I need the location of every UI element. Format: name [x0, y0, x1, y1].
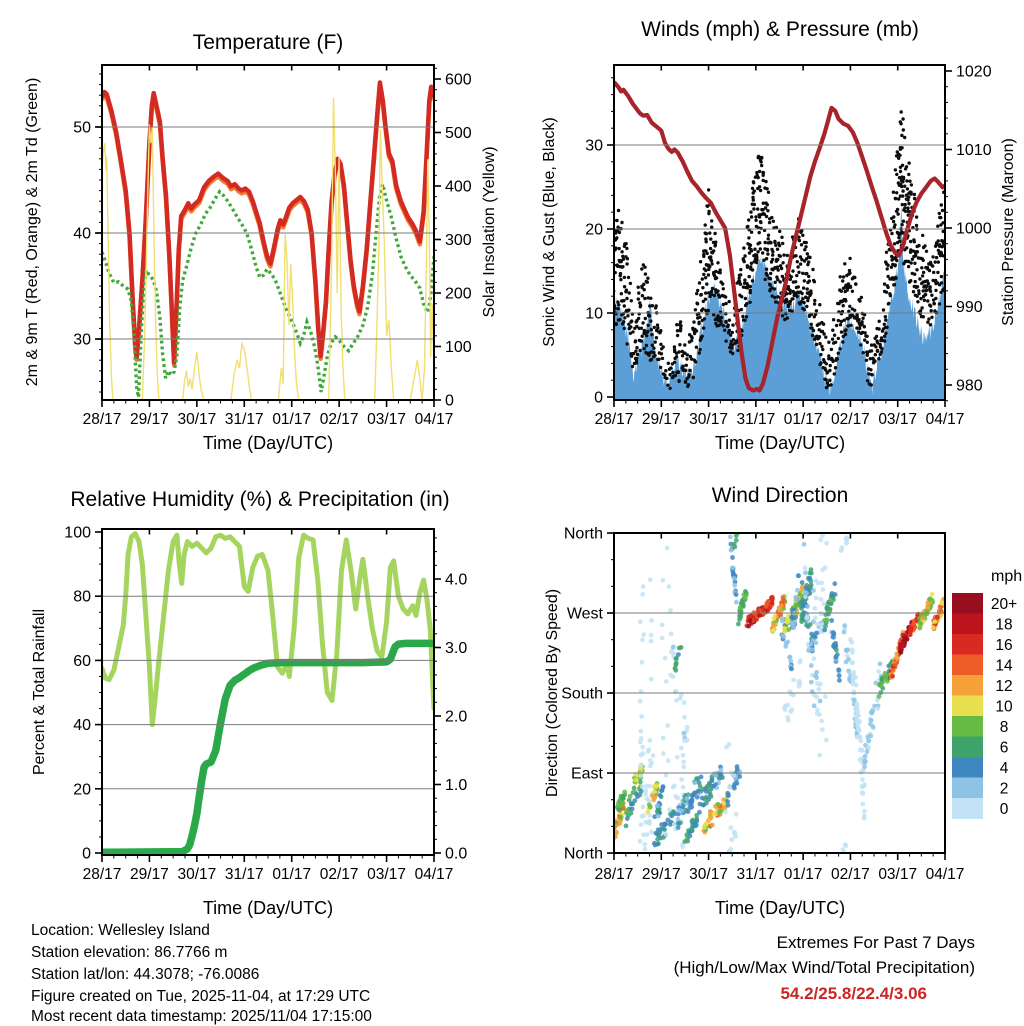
station-latlon: Station lat/lon: 44.3078; -76.0086 — [31, 966, 260, 983]
svg-text:28/17: 28/17 — [594, 866, 634, 883]
svg-text:30/17: 30/17 — [177, 866, 217, 883]
svg-text:0: 0 — [82, 845, 91, 863]
svg-text:80: 80 — [73, 588, 91, 606]
svg-text:14: 14 — [995, 657, 1013, 675]
svg-text:4.0: 4.0 — [445, 571, 468, 589]
figure-created-timestamp: Figure created on Tue, 2025-11-04, at 17:29 UTC — [31, 988, 371, 1005]
winds-pressure-chart — [612, 82, 947, 399]
svg-text:28/17: 28/17 — [594, 411, 634, 428]
svg-text:2: 2 — [999, 780, 1009, 798]
svg-text:1.0: 1.0 — [445, 777, 468, 794]
svg-text:04/17: 04/17 — [925, 411, 965, 428]
svg-text:1000: 1000 — [956, 220, 992, 238]
svg-text:3.0: 3.0 — [445, 640, 468, 657]
svg-text:01/17: 01/17 — [272, 411, 312, 428]
temperature-chart — [102, 83, 434, 401]
svg-text:18: 18 — [995, 616, 1013, 634]
svg-text:31/17: 31/17 — [224, 866, 264, 883]
station-location: Location: Wellesley Island — [31, 922, 210, 939]
svg-text:30: 30 — [73, 331, 91, 349]
temperature-panel-title: Temperature (F) — [192, 31, 344, 54]
svg-text:02/17: 02/17 — [831, 866, 870, 883]
svg-text:West: West — [566, 605, 603, 623]
svg-text:8: 8 — [999, 718, 1009, 736]
svg-text:300: 300 — [445, 232, 472, 249]
svg-text:0.0: 0.0 — [445, 845, 468, 863]
svg-text:1020: 1020 — [956, 63, 992, 81]
svg-text:100: 100 — [445, 339, 472, 356]
svg-text:04/17: 04/17 — [925, 866, 965, 883]
pressure-right-axis-label: Station Pressure (Maroon) — [1000, 138, 1017, 326]
svg-text:South: South — [561, 685, 603, 703]
svg-text:990: 990 — [956, 299, 983, 316]
svg-text:03/17: 03/17 — [367, 411, 406, 428]
colorbar-unit-label: mph — [991, 568, 1023, 585]
svg-text:29/17: 29/17 — [641, 411, 681, 428]
svg-text:30/17: 30/17 — [689, 411, 728, 428]
svg-text:North: North — [563, 525, 603, 543]
svg-text:400: 400 — [445, 178, 472, 196]
svg-text:02/17: 02/17 — [319, 411, 359, 428]
time-axis-title-rh: Time (Day/UTC) — [202, 898, 334, 918]
svg-text:03/17: 03/17 — [878, 866, 918, 883]
svg-text:03/17: 03/17 — [367, 866, 406, 883]
svg-text:500: 500 — [445, 125, 472, 142]
svg-text:2.0: 2.0 — [445, 708, 468, 726]
svg-text:28/17: 28/17 — [82, 411, 122, 428]
svg-text:29/17: 29/17 — [130, 411, 169, 428]
rh-light-green-series — [102, 534, 434, 725]
svg-text:30/17: 30/17 — [177, 411, 217, 428]
speed-colorbar — [952, 593, 1017, 819]
svg-text:0: 0 — [594, 389, 603, 407]
svg-text:10: 10 — [995, 698, 1013, 716]
svg-text:980: 980 — [956, 377, 983, 395]
svg-text:20: 20 — [73, 781, 91, 799]
svg-text:31/17: 31/17 — [736, 411, 776, 428]
wind-left-axis-label: Sonic Wind & Gust (Blue, Black) — [541, 117, 558, 347]
temp-left-axis-label: 2m & 9m T (Red, Orange) & 2m Td (Green) — [24, 77, 41, 387]
station-elevation: Station elevation: 86.7766 m — [31, 944, 228, 961]
svg-text:03/17: 03/17 — [878, 411, 918, 428]
direction-axis-label: Direction (Colored By Speed) — [544, 588, 561, 798]
humidity-precip-chart — [102, 534, 434, 853]
svg-text:50: 50 — [73, 119, 91, 137]
wind-direction-panel-title: Wind Direction — [711, 484, 849, 507]
svg-text:4: 4 — [999, 759, 1009, 777]
svg-text:12: 12 — [995, 677, 1013, 695]
svg-text:16: 16 — [995, 636, 1013, 654]
svg-text:40: 40 — [73, 225, 91, 243]
svg-text:10: 10 — [585, 305, 603, 323]
time-axis-title-temp: Time (Day/UTC) — [202, 433, 334, 453]
svg-text:02/17: 02/17 — [831, 411, 870, 428]
svg-text:20: 20 — [585, 221, 603, 239]
svg-text:02/17: 02/17 — [319, 866, 359, 883]
time-axis-title-dir: Time (Day/UTC) — [714, 898, 846, 918]
dewpoint-green-series — [102, 184, 434, 397]
svg-text:North: North — [563, 845, 603, 863]
svg-text:01/17: 01/17 — [783, 866, 823, 883]
svg-text:20+: 20+ — [990, 595, 1018, 613]
extremes-values: 54.2/25.8/22.4/3.06 — [780, 984, 927, 1003]
svg-text:40: 40 — [73, 717, 91, 735]
winds-pressure-panel-title: Winds (mph) & Pressure (mb) — [641, 18, 919, 41]
time-axis-title-wind: Time (Day/UTC) — [714, 433, 846, 453]
svg-text:East: East — [570, 765, 603, 783]
svg-text:01/17: 01/17 — [783, 411, 823, 428]
svg-text:28/17: 28/17 — [82, 866, 122, 883]
svg-text:1010: 1010 — [956, 142, 992, 159]
svg-text:04/17: 04/17 — [414, 866, 454, 883]
svg-text:0: 0 — [999, 800, 1009, 818]
svg-text:30: 30 — [585, 137, 603, 155]
svg-text:31/17: 31/17 — [736, 866, 776, 883]
svg-text:29/17: 29/17 — [130, 866, 169, 883]
humidity-precip-panel-title: Relative Humidity (%) & Precipitation (in) — [70, 488, 450, 511]
svg-text:60: 60 — [73, 652, 91, 670]
extremes-title: Extremes For Past 7 Days — [776, 933, 975, 952]
solar-right-axis-label: Solar Insolation (Yellow) — [481, 146, 498, 318]
most-recent-data-timestamp: Most recent data timestamp: 2025/11/04 17:15:00 — [31, 1008, 372, 1025]
svg-text:200: 200 — [445, 285, 472, 303]
svg-text:0: 0 — [445, 392, 454, 410]
svg-text:04/17: 04/17 — [414, 411, 454, 428]
svg-text:600: 600 — [445, 71, 472, 89]
svg-text:29/17: 29/17 — [641, 866, 681, 883]
percent-rainfall-axis-label: Percent & Total Rainfall — [31, 608, 48, 776]
svg-text:100: 100 — [64, 524, 91, 542]
svg-text:30/17: 30/17 — [689, 866, 728, 883]
svg-text:31/17: 31/17 — [224, 411, 264, 428]
svg-text:6: 6 — [999, 739, 1009, 757]
extremes-subtitle: (High/Low/Max Wind/Total Precipitation) — [673, 958, 975, 977]
svg-text:01/17: 01/17 — [272, 866, 312, 883]
